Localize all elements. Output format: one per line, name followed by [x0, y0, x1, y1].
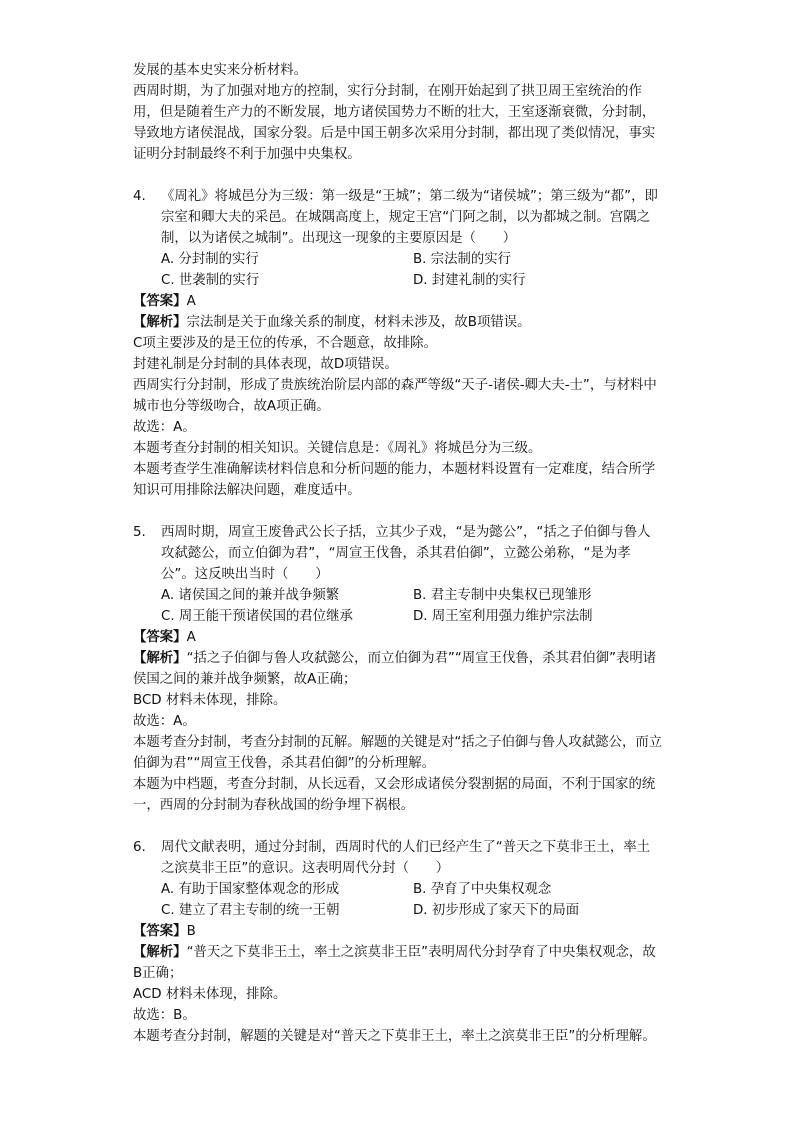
question-number: 6.: [133, 840, 146, 855]
intro-line: 发展的基本史实来分析材料。: [133, 63, 308, 78]
analysis-text: 宗法制是关于血缘关系的制度，材料未涉及，故B项错误。: [186, 315, 531, 330]
analysis-line: [133, 312, 663, 333]
document-page: [133, 60, 663, 1047]
question-5: [133, 522, 663, 816]
analysis-text: C项主要涉及的是王位的传承，不合题意，故排除。: [133, 336, 437, 351]
analysis-tag: 【解析】: [133, 945, 187, 960]
analysis-text: 本题为中档题，考查分封制，从长远看，又会形成诸侯分裂割据的局面，不利于国家的统一，西周的分封制为春秋战国的纷争埋下祸根。: [133, 777, 656, 813]
option-c: C. 建立了君主专制的统一王朝: [161, 903, 340, 918]
analysis-text: 封建礼制是分封制的具体表现，故D项错误。: [133, 357, 398, 372]
answer-line: [133, 627, 663, 648]
answer-tag: 【答案】: [133, 294, 187, 309]
option-a: A. 分封制的实行: [161, 252, 259, 267]
answer-tag: 【答案】: [133, 630, 187, 645]
spacer: [133, 816, 663, 837]
analysis-text: 本题考查分封制，解题的关键是对“普天之下莫非王土，率土之滨莫非王臣”的分析理解。: [133, 1029, 656, 1044]
option-c: C. 世袭制的实行: [161, 273, 260, 288]
answer-value: A: [186, 630, 196, 645]
analysis-text: 故选：B。: [133, 1008, 196, 1023]
option-d: D. 封建礼制的实行: [413, 273, 526, 288]
answer-tag: 【答案】: [133, 924, 187, 939]
option-d: D. 初步形成了家天下的局面: [413, 903, 580, 918]
option-b: B. 君主专制中央集权已现雏形: [413, 588, 592, 603]
option-c: C. 周王能干预诸侯国的君位继承: [161, 609, 353, 624]
option-d: D. 周王室利用强力维护宗法制: [413, 609, 593, 624]
analysis-text: 西周实行分封制，形成了贵族统治阶层内部的森严等级“天子-诸侯-卿大夫-士”，与材料中城市也分等级吻合，故A项正确。: [133, 378, 657, 414]
answer-value: B: [186, 924, 196, 939]
analysis-tag: 【解析】: [133, 315, 187, 330]
analysis-text: 本题考查分封制的相关知识。关键信息是：《周礼》将城邑分为三级。: [133, 441, 542, 456]
answer-line: [133, 921, 663, 942]
option-b: B. 宗法制的实行: [413, 252, 512, 267]
question-6: [133, 837, 663, 1047]
spacer: [133, 165, 663, 186]
analysis-text: 本题考查学生准确解读材料信息和分析问题的能力，本题材料设置有一定难度，结合所学知识可用排除法解决问题，难度适中。: [133, 462, 656, 498]
intro-paragraph: 西周时期，为了加强对地方的控制，实行分封制，在刚开始起到了拱卫周王室统治的作用，但是随着生产力的不断发展，地方诸侯国势力不断的壮大，王室逐渐衰微，分封制，导致地方诸侯混战，国家分裂。后是中国王朝多次采用分封制，都出现了类似情况，事实证明分封制最终不利于加强中央集权。: [133, 84, 656, 162]
spacer: [133, 501, 663, 522]
options: [133, 879, 663, 921]
analysis-line: [133, 648, 663, 690]
analysis-text: “括之子伯御与鲁人攻弑懿公，而立伯御为君”“周宣王伐鲁，杀其君伯御”表明诸侯国之间的兼并战争频繁，故A正确；: [133, 651, 657, 687]
analysis-text: 本题考查分封制，考查分封制的瓦解。解题的关键是对“括之子伯御与鲁人攻弑懿公，而立伯御为君”“周宣王伐鲁，杀其君伯御”的分析理解。: [133, 735, 663, 771]
option-b: B. 孕育了中央集权观念: [413, 882, 552, 897]
analysis-text: 故选：A。: [133, 420, 196, 435]
question-text: 西周时期，周宣王废鲁武公长子括，立其少子戏，“是为懿公”，“括之子伯御与鲁人攻弑懿公，而立伯御为君”，“周宣王伐鲁，杀其君伯御”，立懿公弟称，“是为孝公”。这反映出当时（ ）: [161, 525, 651, 582]
options: [133, 249, 663, 291]
question-4: [133, 186, 663, 501]
analysis-line: [133, 942, 663, 984]
answer-line: [133, 291, 663, 312]
question-text: 《周礼》将城邑分为三级：第一级是“王城”；第二级为“诸侯城”；第三级为“都”，即宗室和卿大夫的采邑。在城隅高度上，规定王宫“门阿之制，以为都城之制。宫隅之制，以为诸侯之城制”。出现这一现象的主要原因是（ ）: [161, 189, 658, 246]
option-a: A. 诸侯国之间的兼并战争频繁: [161, 588, 340, 603]
analysis-text: 故选：A。: [133, 714, 196, 729]
question-number: 5.: [133, 525, 146, 540]
question-number: 4.: [133, 189, 146, 204]
analysis-text: “普天之下莫非王土，率土之滨莫非王臣”表明周代分封孕育了中央集权观念，故B正确；: [133, 945, 656, 981]
analysis-text: BCD 材料未体现，排除。: [133, 693, 287, 708]
question-text: 周代文献表明，通过分封制，西周时代的人们已经产生了“普天之下莫非王土，率土之滨莫非王臣”的意识。这表明周代分封（ ）: [161, 840, 650, 876]
analysis-tag: 【解析】: [133, 651, 187, 666]
answer-value: A: [186, 294, 196, 309]
options: [133, 585, 663, 627]
analysis-text: ACD 材料未体现，排除。: [133, 987, 287, 1002]
option-a: A. 有助于国家整体观念的形成: [161, 882, 340, 897]
